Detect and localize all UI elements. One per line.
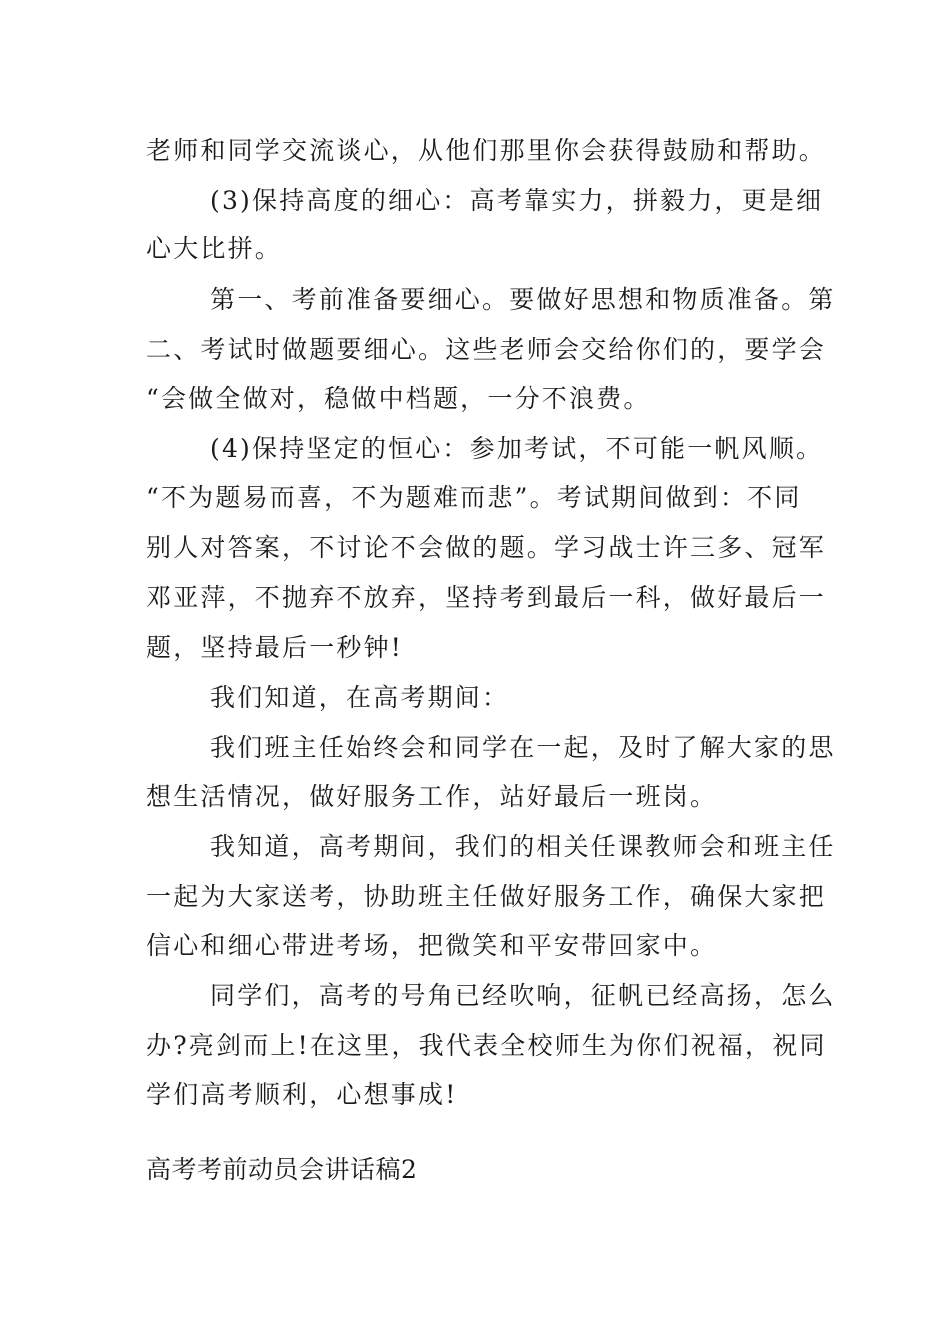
paragraph-line: 信心和细心带进考场，把微笑和平安带回家中。 xyxy=(146,931,718,960)
paragraph-line: 邓亚萍，不抛弃不放弃，坚持考到最后一科，做好最后一 xyxy=(146,583,827,612)
paragraph-line: 办?亮剑而上!在这里，我代表全校师生为你们祝福，祝同 xyxy=(146,1031,827,1060)
paragraph-line: 一起为大家送考，协助班主任做好服务工作，确保大家把 xyxy=(146,882,827,911)
paragraph-line: 别人对答案，不讨论不会做的题。学习战士许三多、冠军 xyxy=(146,533,827,562)
paragraph-line: (4)保持坚定的恒心：参加考试，不可能一帆风顺。 xyxy=(210,434,824,463)
paragraph-line: 学们高考顺利，心想事成! xyxy=(146,1080,458,1109)
paragraph-line: 题，坚持最后一秒钟! xyxy=(146,633,404,662)
paragraph-line: 想生活情况，做好服务工作，站好最后一班岗。 xyxy=(146,782,718,811)
paragraph-line: (3)保持高度的细心：高考靠实力，拼毅力，更是细 xyxy=(210,186,824,215)
paragraph-line: “会做全做对，稳做中档题，一分不浪费。 xyxy=(146,384,651,413)
paragraph-line: “不为题易而喜，不为题难而悲”。考试期间做到：不同 xyxy=(146,483,802,512)
paragraph-line: 第一、考前准备要细心。要做好思想和物质准备。第 xyxy=(210,285,836,314)
paragraph-line: 心大比拼。 xyxy=(146,234,283,263)
paragraph-line: 我们知道，在高考期间： xyxy=(210,683,510,712)
paragraph-line: 同学们，高考的号角已经吹响，征帆已经高扬，怎么 xyxy=(210,981,836,1010)
section-title: 高考考前动员会讲话稿2 xyxy=(146,1155,418,1184)
paragraph-line: 老师和同学交流谈心，从他们那里你会获得鼓励和帮助。 xyxy=(146,136,827,165)
paragraph-line: 二、考试时做题要细心。这些老师会交给你们的，要学会 xyxy=(146,335,827,364)
paragraph-line: 我知道，高考期间，我们的相关任课教师会和班主任 xyxy=(210,832,836,861)
paragraph-line: 我们班主任始终会和同学在一起，及时了解大家的思 xyxy=(210,733,836,762)
